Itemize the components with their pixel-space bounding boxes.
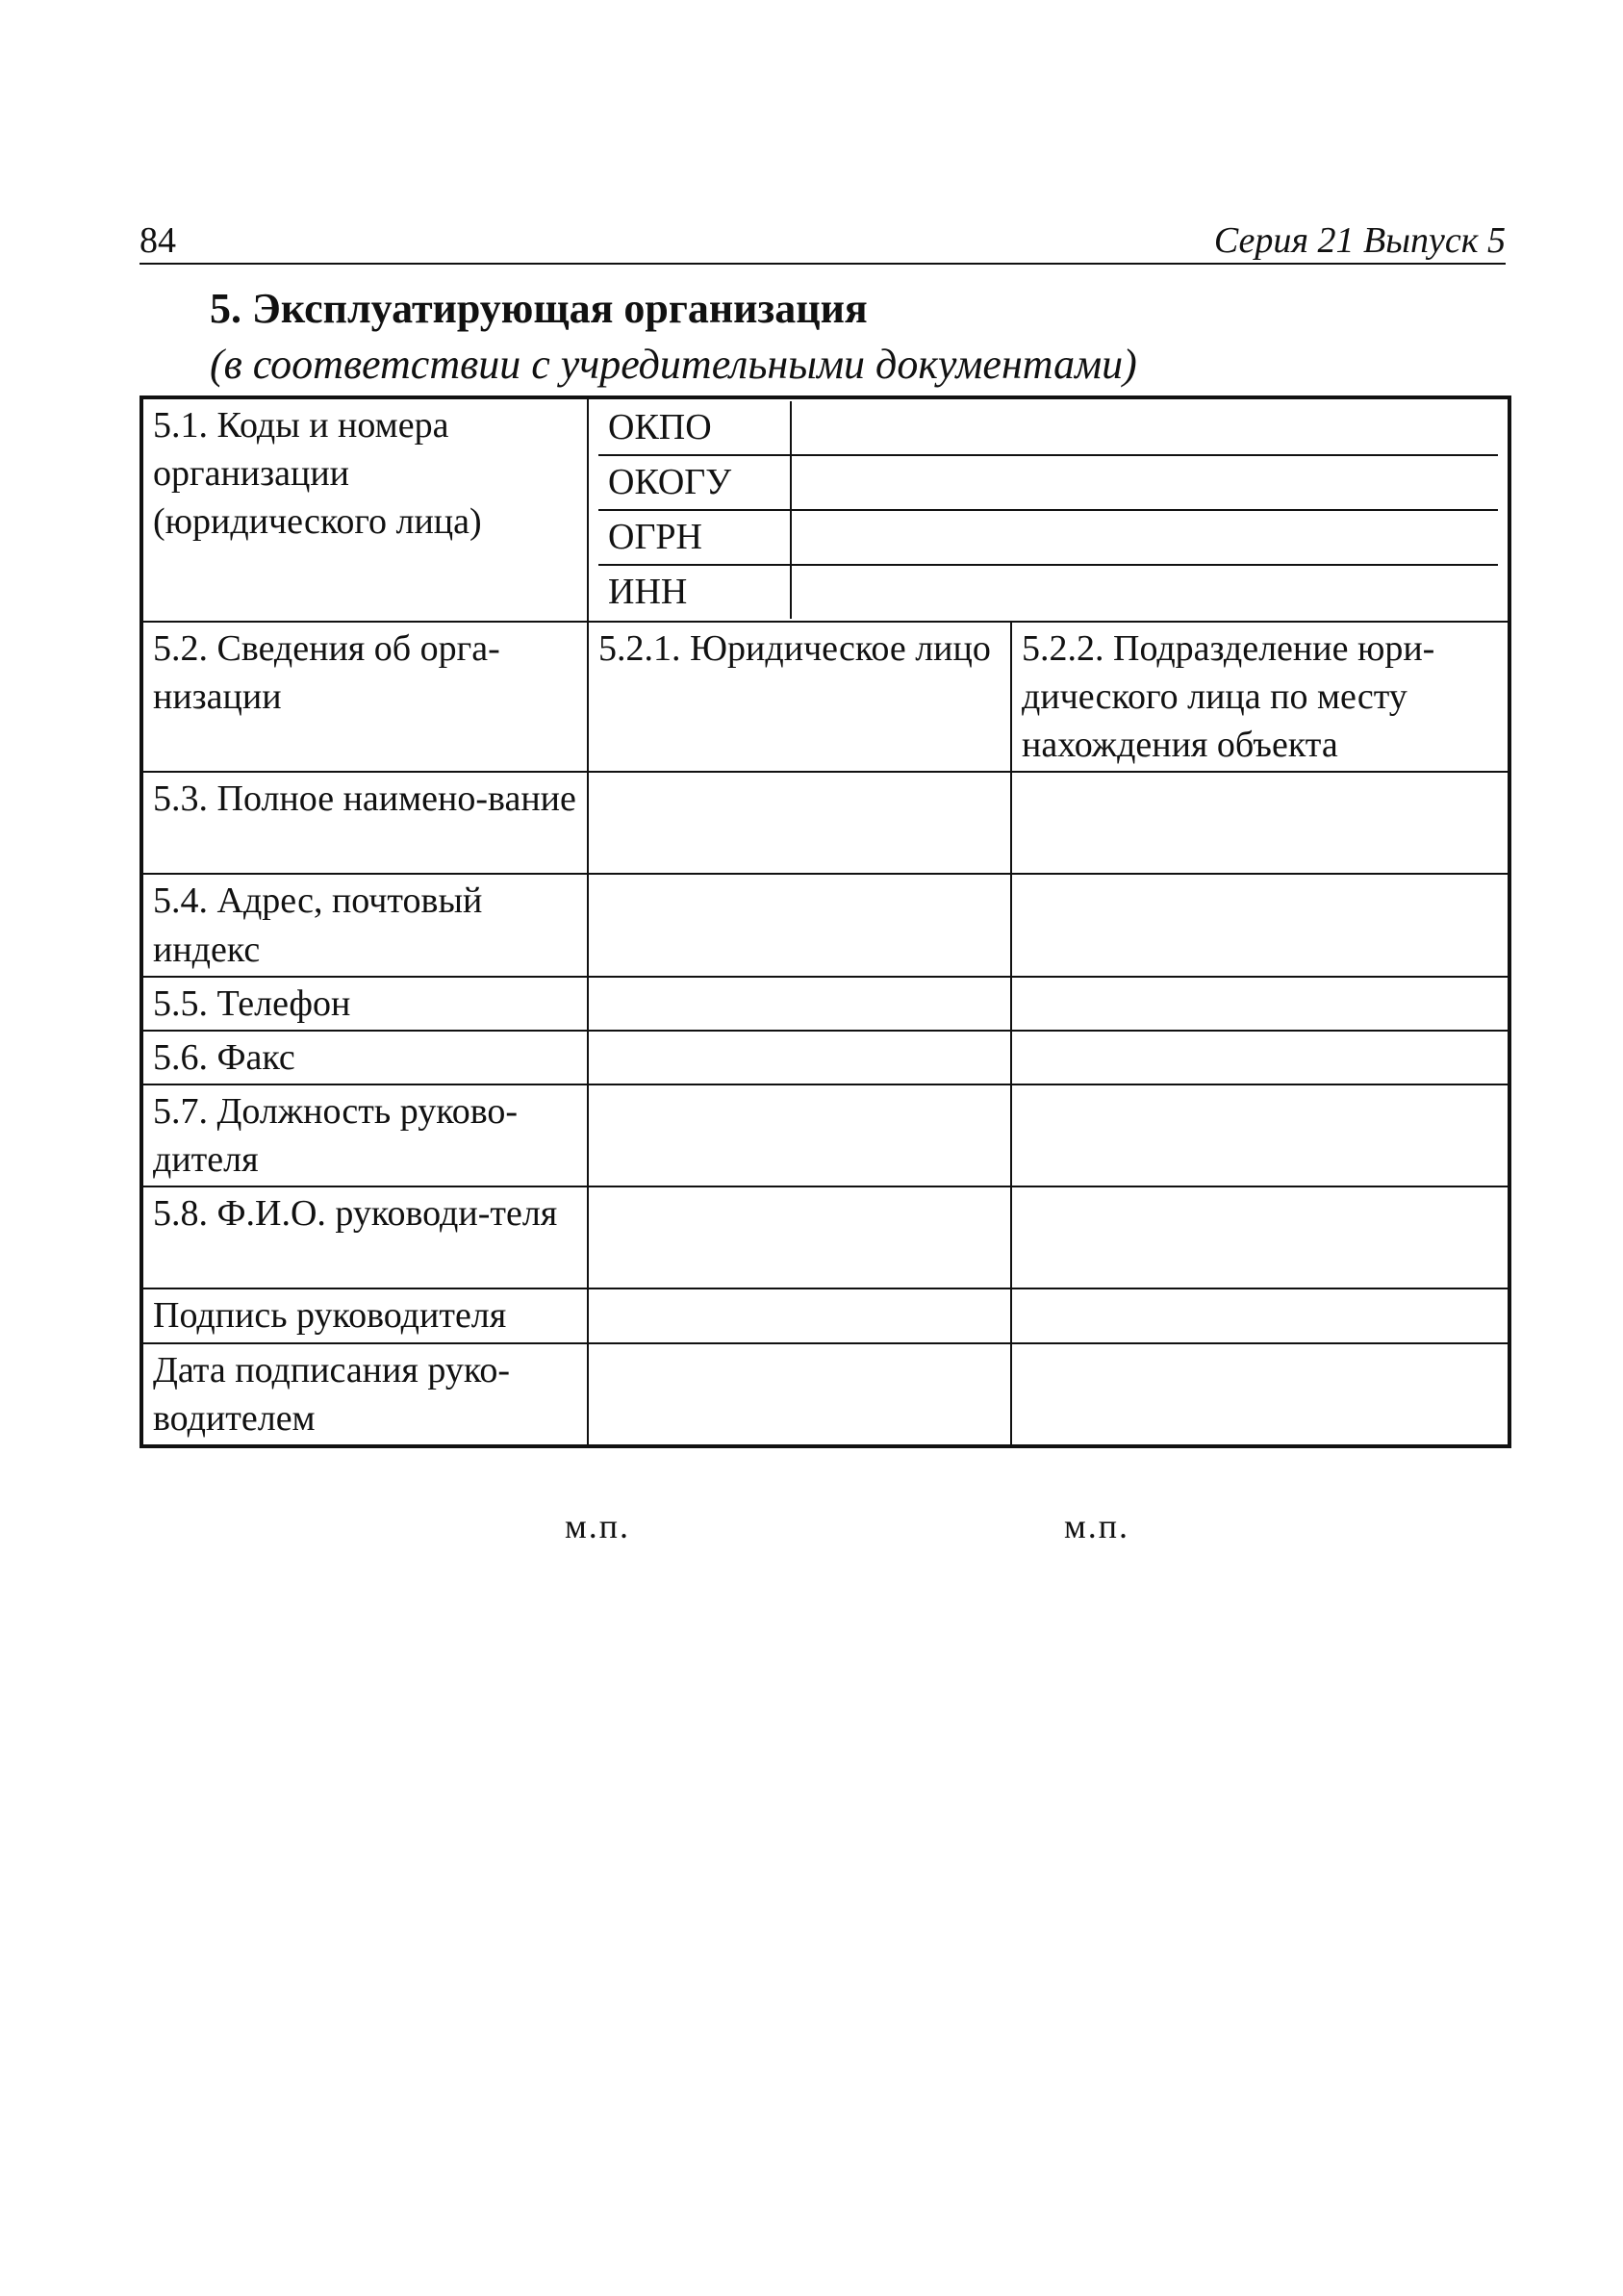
page-header — [139, 205, 1506, 265]
code-name-inn: ИНН — [598, 565, 791, 619]
subdivision-cell[interactable] — [1011, 977, 1509, 1031]
legal-entity-cell[interactable] — [588, 1186, 1011, 1288]
table-row — [141, 874, 1509, 976]
table-row — [141, 1288, 1509, 1342]
row-label: 5.3. Полное наимено-вание — [141, 772, 588, 874]
subdivision-cell[interactable] — [1011, 1288, 1509, 1342]
organization-form-table — [139, 395, 1511, 1448]
table-row — [141, 1343, 1509, 1446]
table-row — [141, 977, 1509, 1031]
row-label: Дата подписания руко-водителем — [141, 1343, 588, 1446]
legal-entity-cell[interactable] — [588, 1288, 1011, 1342]
legal-entity-cell[interactable] — [588, 1343, 1011, 1446]
row-label: 5.5. Телефон — [141, 977, 588, 1031]
subdivision-cell[interactable] — [1011, 874, 1509, 976]
legal-entity-cell[interactable] — [588, 1084, 1011, 1186]
subdivision-cell[interactable] — [1011, 1031, 1509, 1084]
table-row — [141, 1186, 1509, 1288]
code-row-okpo — [598, 401, 1498, 455]
info-header-row — [141, 622, 1509, 772]
subdivision-cell[interactable] — [1011, 1186, 1509, 1288]
row-label: 5.8. Ф.И.О. руководи-теля — [141, 1186, 588, 1288]
legal-entity-cell[interactable] — [588, 874, 1011, 976]
stamp-place-right: м.п. — [1064, 1507, 1130, 1545]
subdivision-cell[interactable] — [1011, 1084, 1509, 1186]
column-header-subdivision: 5.2.2. Подразделение юри-дического лица по месту нахождения объекта — [1011, 622, 1509, 772]
codes-cell — [588, 397, 1509, 622]
code-name-okogu: ОКОГУ — [598, 455, 791, 510]
page-number: 84 — [139, 220, 176, 261]
row-label: 5.7. Должность руково-дителя — [141, 1084, 588, 1186]
code-name-okpo: ОКПО — [598, 401, 791, 455]
legal-entity-cell[interactable] — [588, 1031, 1011, 1084]
code-row-inn — [598, 565, 1498, 619]
table-row — [141, 1031, 1509, 1084]
subdivision-cell[interactable] — [1011, 1343, 1509, 1446]
row-label: 5.4. Адрес, почтовый индекс — [141, 874, 588, 976]
code-row-okogu — [598, 455, 1498, 510]
legal-entity-cell[interactable] — [588, 772, 1011, 874]
subdivision-cell[interactable] — [1011, 772, 1509, 874]
code-value-okogu[interactable] — [791, 455, 1498, 510]
table-row — [141, 772, 1509, 874]
info-label: 5.2. Сведения об орга-низации — [141, 622, 588, 772]
codes-row — [141, 397, 1509, 622]
column-header-legal-entity: 5.2.1. Юридическое лицо — [588, 622, 1011, 772]
code-value-inn[interactable] — [791, 565, 1498, 619]
table-row — [141, 1084, 1509, 1186]
row-label: 5.6. Факс — [141, 1031, 588, 1084]
section-title: 5. Эксплуатирующая организация — [210, 285, 868, 332]
code-value-ogrn[interactable] — [791, 510, 1498, 565]
legal-entity-cell[interactable] — [588, 977, 1011, 1031]
stamp-place-left: м.п. — [565, 1507, 631, 1545]
row-label: Подпись руководителя — [141, 1288, 588, 1342]
section-subtitle: (в соответствии с учредительными документами) — [210, 341, 1137, 388]
code-row-ogrn — [598, 510, 1498, 565]
code-name-ogrn: ОГРН — [598, 510, 791, 565]
code-value-okpo[interactable] — [791, 401, 1498, 455]
series-label: Серия 21 Выпуск 5 — [1213, 220, 1506, 261]
codes-table — [598, 401, 1498, 619]
codes-label: 5.1. Коды и номера организации (юридического лица) — [141, 397, 588, 622]
